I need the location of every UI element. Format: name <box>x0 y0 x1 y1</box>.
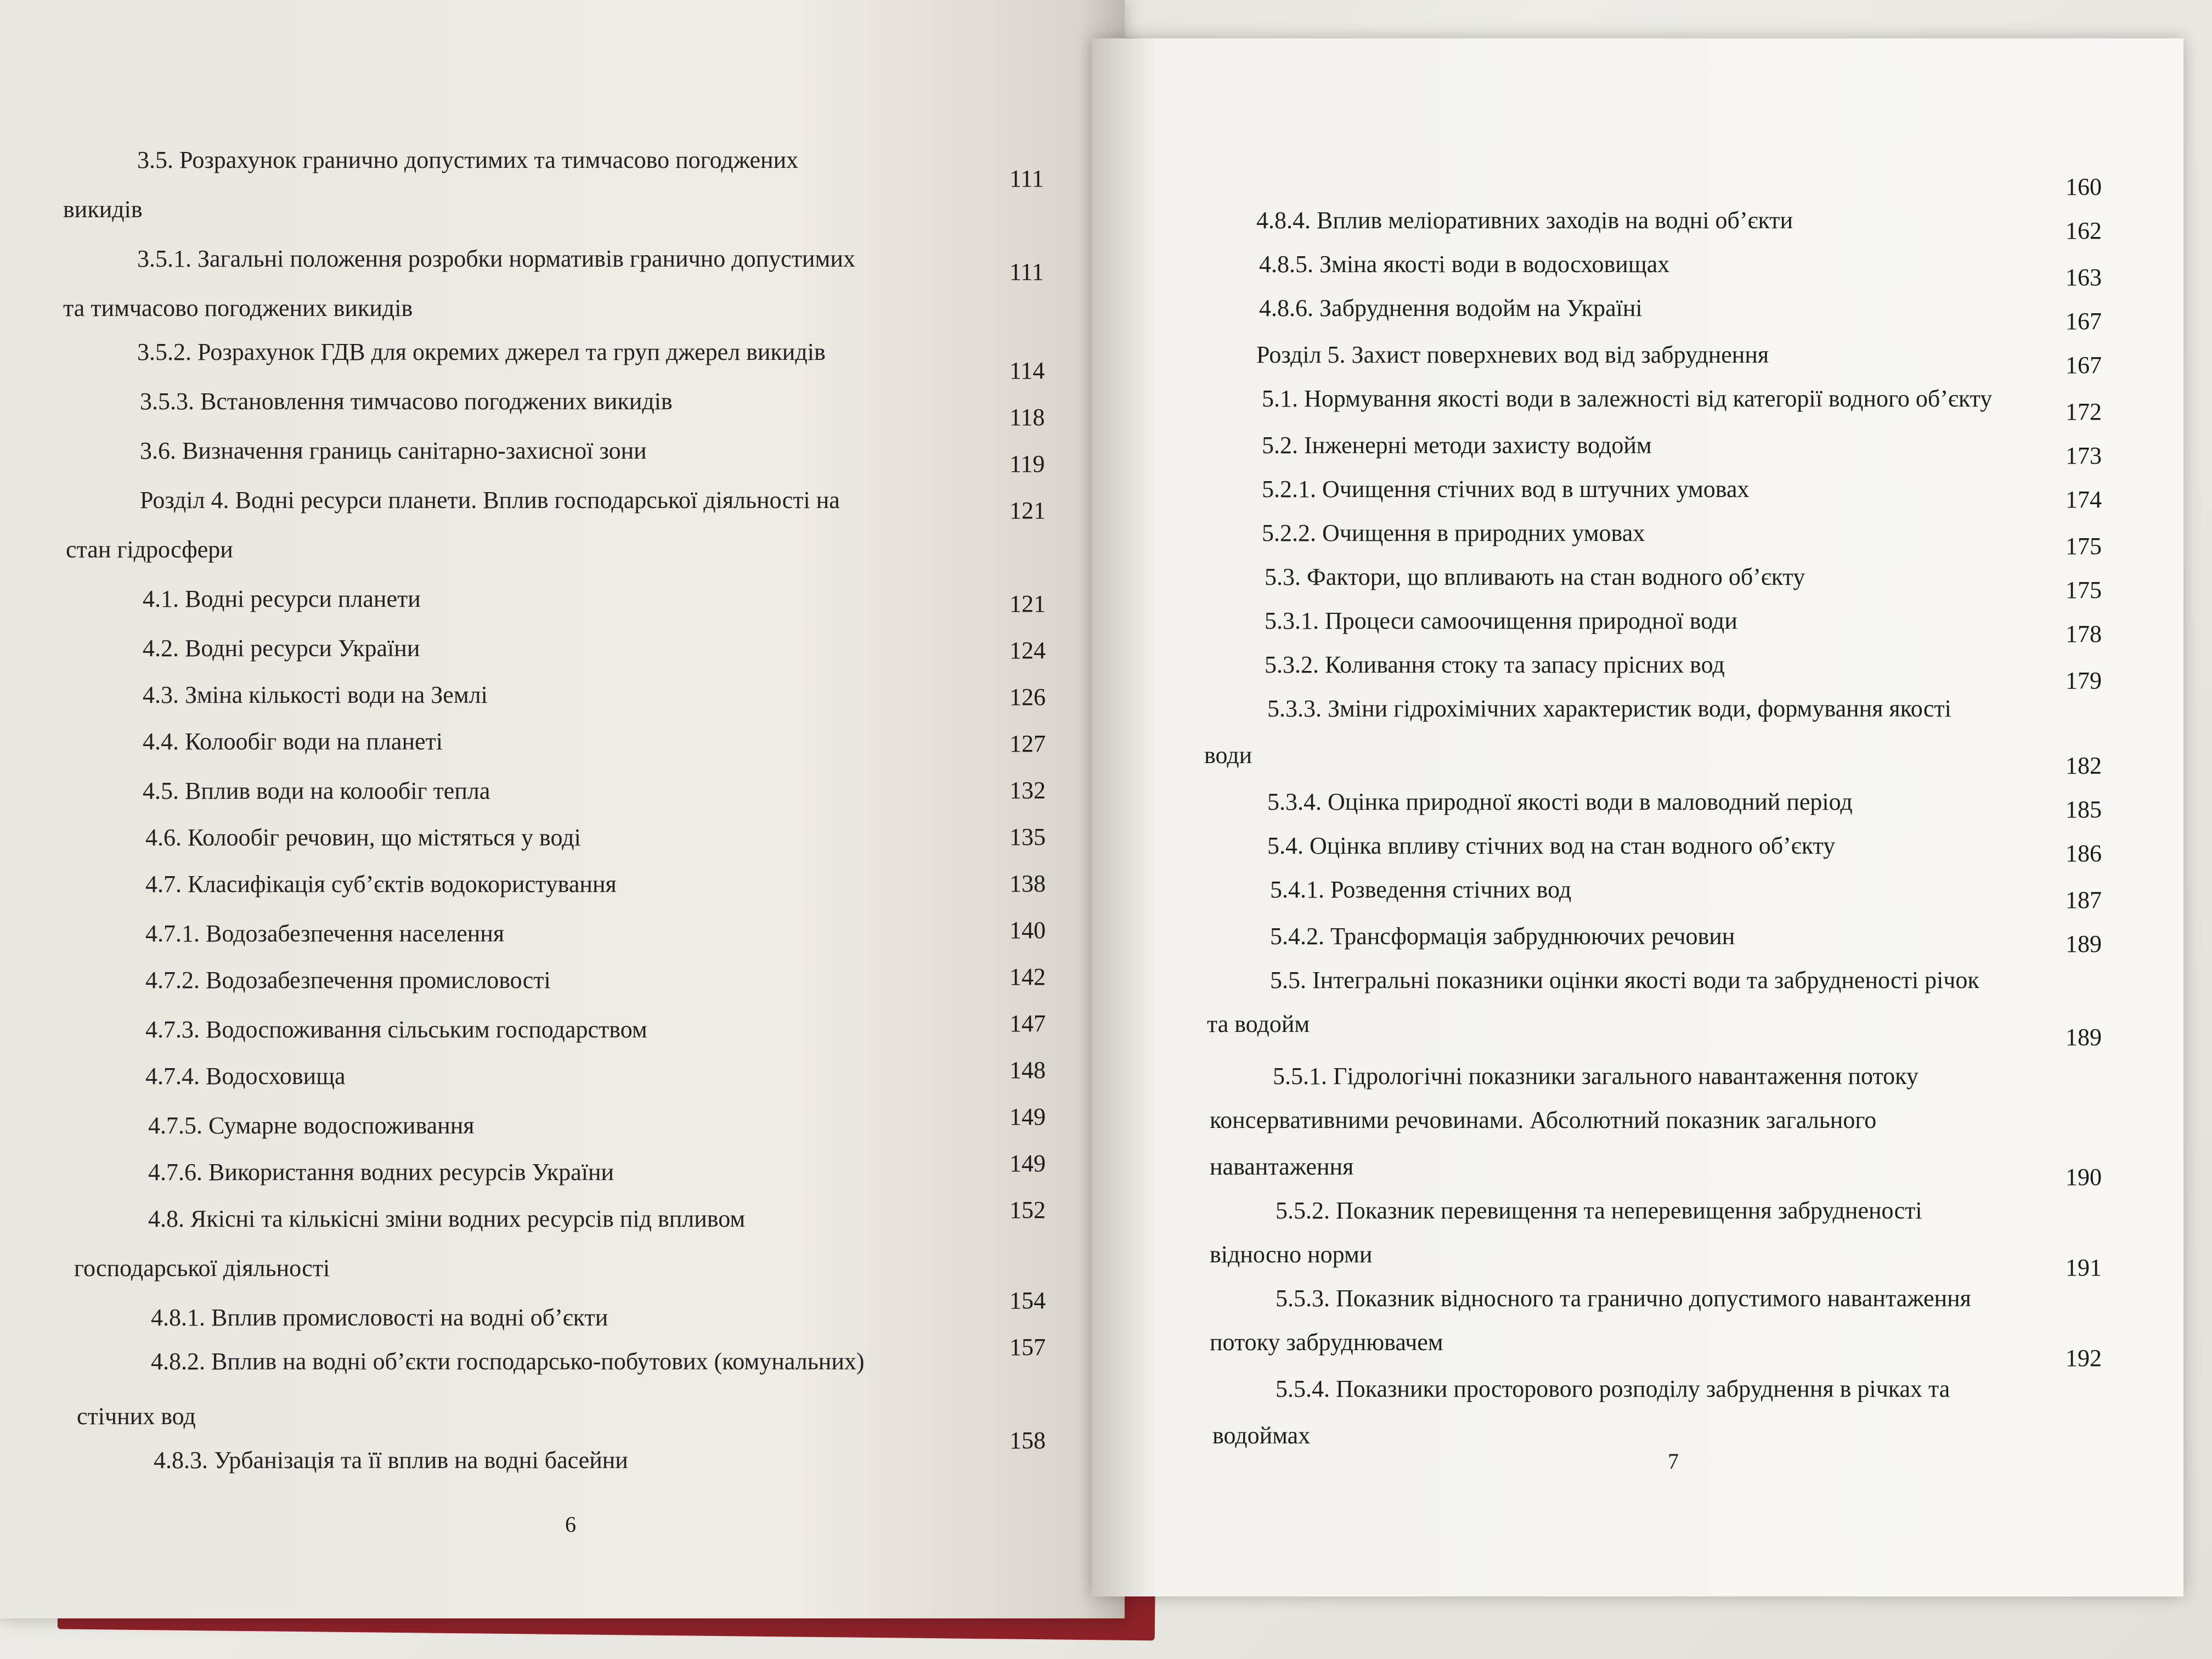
toc-entry-line: Розділ 5. Захист поверхневих вод від забруднення <box>1256 341 1769 368</box>
toc-entry-line: навантаження <box>1210 1153 1354 1180</box>
toc-entry-line: 5.5.3. Показник відносного та гранично допустимого навантаження <box>1276 1285 1971 1312</box>
toc-entry-line: 4.5. Вплив води на колообіг тепла <box>143 777 490 804</box>
toc-page-number: 192 <box>2066 1345 2102 1372</box>
toc-page-number: 111 <box>1009 258 1044 285</box>
toc-page-number: 167 <box>2066 308 2102 335</box>
toc-page-number: 190 <box>2066 1164 2102 1190</box>
toc-page-number: 182 <box>2066 752 2102 779</box>
toc-entry-line: 4.2. Водні ресурси України <box>143 635 420 662</box>
toc-entry-line: стан гідросфери <box>66 536 233 563</box>
toc-page-number: 186 <box>2066 840 2102 867</box>
toc-page-number: 175 <box>2066 533 2102 560</box>
toc-page-number: 158 <box>1009 1427 1046 1454</box>
toc-entry-line: 5.5.4. Показники просторового розподілу забруднення в річках та <box>1276 1375 1950 1402</box>
toc-page-number: 189 <box>2066 930 2102 957</box>
toc-entry-line: 5.5. Інтегральні показники оцінки якості води та забрудненості річок <box>1270 967 1979 994</box>
toc-entry-line: 5.4. Оцінка впливу стічних вод на стан водного об’єкту <box>1267 832 1836 859</box>
toc-entry-line: та водойм <box>1207 1011 1310 1037</box>
toc-entry-line: 4.7.6. Використання водних ресурсів України <box>148 1159 614 1186</box>
toc-page-number: 154 <box>1009 1287 1046 1314</box>
toc-page-number: 175 <box>2066 577 2102 603</box>
toc-entry-line: Розділ 4. Водні ресурси планети. Вплив господарської діяльності на <box>140 487 840 514</box>
toc-entry-line: 3.6. Визначення границь санітарно-захисної зони <box>140 437 647 464</box>
toc-entry-line: 4.4. Колообіг води на планеті <box>143 728 443 755</box>
toc-page-number: 172 <box>2066 398 2102 425</box>
toc-page-number: 119 <box>1009 450 1045 477</box>
toc-page-number: 160 <box>2066 173 2102 200</box>
toc-page-number: 149 <box>1009 1103 1046 1130</box>
toc-page-number: 142 <box>1009 963 1046 990</box>
toc-entry-line: 4.7.4. Водосховища <box>145 1063 346 1090</box>
toc-page-number: 162 <box>2066 217 2102 244</box>
toc-page-number: 163 <box>2066 264 2102 291</box>
toc-entry-line: 5.3.3. Зміни гідрохімічних характеристик води, формування якості <box>1267 695 1951 722</box>
toc-entry-line: водоймах <box>1212 1422 1311 1449</box>
toc-page-number: 138 <box>1009 870 1046 897</box>
toc-page-number: 148 <box>1009 1057 1046 1084</box>
toc-entry-line: 5.2.1. Очищення стічних вод в штучних умовах <box>1262 476 1750 503</box>
toc-page-number: 132 <box>1009 777 1046 804</box>
toc-entry-line: 4.7.3. Водоспоживання сільським господарством <box>145 1016 647 1043</box>
toc-page-number: 178 <box>2066 620 2102 647</box>
toc-entry-line: 4.7.1. Водозабезпечення населення <box>145 920 505 947</box>
toc-page-number: 191 <box>2066 1254 2102 1281</box>
toc-entry-line: 4.8. Якісні та кількісні зміни водних ресурсів під впливом <box>148 1205 746 1232</box>
toc-entry-line: 5.3.4. Оцінка природної якості води в маловодний період <box>1267 788 1853 815</box>
toc-page-number: 173 <box>2066 442 2102 469</box>
toc-entry-line: 5.4.1. Розведення стічних вод <box>1270 876 1572 903</box>
toc-entry-line: 4.8.5. Зміна якості води в водосховищах <box>1259 251 1670 278</box>
toc-page-number: 135 <box>1009 823 1046 850</box>
toc-entry-line: 5.1. Нормування якості води в залежності від категорії водного об’єкту <box>1262 385 1993 412</box>
left-page <box>0 0 1125 1618</box>
toc-page-number: 147 <box>1009 1010 1046 1037</box>
toc-page-number: 167 <box>2066 352 2102 379</box>
toc-entry-line: консервативними речовинами. Абсолютний показник загального <box>1210 1107 1877 1133</box>
toc-page-number: 126 <box>1009 684 1046 710</box>
toc-entry-line: 5.5.2. Показник перевищення та неперевищення забрудненості <box>1276 1197 1922 1224</box>
toc-page-number: 187 <box>2066 887 2102 913</box>
toc-page-number: 152 <box>1009 1197 1046 1223</box>
toc-entry-line: 4.7.5. Сумарне водоспоживання <box>148 1112 475 1139</box>
toc-entry-line: 3.5.3. Встановлення тимчасово погоджених викидів <box>140 388 673 415</box>
toc-entry-line: 5.5.1. Гідрологічні показники загального навантаження потоку <box>1273 1063 1918 1090</box>
toc-entry-line: 4.7. Класифікація суб’єктів водокористування <box>145 871 617 898</box>
toc-entry-line: 5.3.1. Процеси самоочищення природної води <box>1265 607 1737 634</box>
toc-entry-line: 4.3. Зміна кількості води на Землі <box>143 681 488 708</box>
toc-entry-line: 3.5.1. Загальні положення розробки нормативів гранично допустимих <box>137 245 855 272</box>
toc-entry-line: господарської діяльності <box>74 1255 330 1282</box>
toc-page-number: 121 <box>1009 497 1046 524</box>
toc-page-number: 189 <box>2066 1024 2102 1051</box>
toc-entry-line: 4.7.2. Водозабезпечення промисловості <box>145 967 551 994</box>
right-page <box>1092 38 2183 1596</box>
toc-page-number: 111 <box>1009 165 1044 192</box>
toc-entry-line: 4.8.4. Вплив меліоративних заходів на водні об’єкти <box>1256 207 1793 234</box>
toc-page-number: 157 <box>1009 1334 1046 1361</box>
toc-page-number: 127 <box>1009 730 1046 757</box>
toc-entry-line: 4.1. Водні ресурси планети <box>143 585 421 612</box>
toc-page-number: 140 <box>1009 917 1046 944</box>
right-page-number: 7 <box>1668 1449 1679 1474</box>
toc-entry-line: 5.4.2. Трансформація забруднюючих речовин <box>1270 923 1735 950</box>
toc-entry-line: 5.2. Інженерні методи захисту водойм <box>1262 432 1652 459</box>
toc-page-number: 114 <box>1009 357 1045 384</box>
toc-entry-line: викидів <box>63 196 143 223</box>
toc-entry-line: 3.5. Розрахунок гранично допустимих та тимчасово погоджених <box>137 146 799 173</box>
toc-entry-line: 4.8.1. Вплив промисловості на водні об’єкти <box>151 1304 608 1331</box>
toc-page-number: 118 <box>1009 404 1045 431</box>
toc-entry-line: відносно норми <box>1210 1241 1373 1268</box>
left-page-number: 6 <box>565 1512 576 1537</box>
toc-entry-line: 4.6. Колообіг речовин, що містяться у воді <box>145 824 581 851</box>
toc-entry-line: 5.3.2. Коливання стоку та запасу прісних вод <box>1265 651 1725 678</box>
toc-entry-line: 4.8.3. Урбанізація та її вплив на водні басейни <box>154 1447 628 1474</box>
toc-entry-line: 5.3. Фактори, що впливають на стан водного об’єкту <box>1265 563 1805 590</box>
toc-entry-line: стічних вод <box>77 1403 196 1430</box>
toc-entry-line: 5.2.2. Очищення в природних умовах <box>1262 520 1645 546</box>
toc-page-number: 124 <box>1009 637 1046 664</box>
toc-entry-line: 4.8.2. Вплив на водні об’єкти господарсько-побутових (комунальних) <box>151 1348 865 1375</box>
toc-entry-line: 4.8.6. Забруднення водойм на Україні <box>1259 295 1643 321</box>
toc-page-number: 174 <box>2066 486 2102 513</box>
toc-page-number: 185 <box>2066 796 2102 823</box>
toc-entry-line: води <box>1204 742 1252 769</box>
toc-entry-line: потоку забруднювачем <box>1210 1329 1443 1356</box>
toc-page-number: 121 <box>1009 590 1046 617</box>
toc-page-number: 179 <box>2066 667 2102 694</box>
toc-entry-line: 3.5.2. Розрахунок ГДВ для окремих джерел та груп джерел викидів <box>137 338 826 365</box>
toc-entry-line: та тимчасово погоджених викидів <box>63 295 413 321</box>
toc-page-number: 149 <box>1009 1150 1046 1177</box>
